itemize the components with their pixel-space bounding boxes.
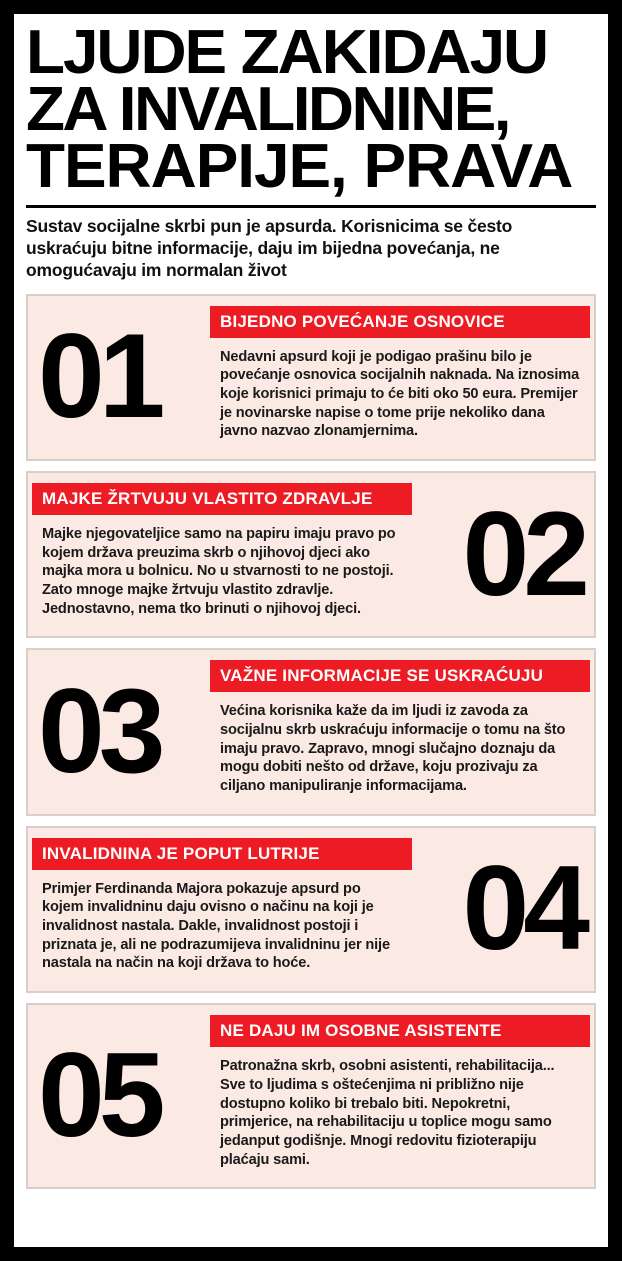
item-banner: BIJEDNO POVEĆANJE OSNOVICE bbox=[210, 306, 590, 338]
item-inner bbox=[28, 650, 594, 813]
divider bbox=[26, 205, 596, 208]
item-content bbox=[28, 473, 412, 636]
item-body: Nedavni apsurd koji je podigao prašinu bilo je povećanje osnovica socijalnih naknada. Na iznosima koje korisnici primaju to će biti oko 50 eura. Premijer je novinarske napise o tome prije nekoliko dana javno nazvao zlonamjernima. bbox=[220, 348, 580, 440]
list-item bbox=[26, 648, 596, 815]
item-inner bbox=[28, 828, 594, 991]
headline-line-1: LJUDE ZAKIDAJU bbox=[26, 18, 548, 87]
item-inner bbox=[28, 1005, 594, 1187]
item-banner: VAŽNE INFORMACIJE SE USKRAĆUJU bbox=[210, 660, 590, 692]
item-number: 04 bbox=[462, 841, 584, 976]
headline-line-3: TERAPIJE, PRAVA bbox=[26, 132, 573, 202]
headline-line-2: ZA INVALIDNINE, bbox=[26, 75, 509, 145]
item-number: 01 bbox=[38, 309, 160, 444]
item-banner: MAJKE ŽRTVUJU VLASTITO ZDRAVLJE bbox=[32, 483, 412, 515]
item-body: Majke njegovateljice samo na papiru imaju pravo po kojem država preuzima skrb o njihovoj djeci ako majka mora u bolnicu. No u stvarnosti to ne postoji. Zato mnoge majke žrtvuju vlastito zdravlje. Jednostavno, nema tko brinuti o njihovoj djeci. bbox=[42, 526, 396, 617]
list-item bbox=[26, 826, 596, 993]
standfirst-text: Sustav socijalne skrbi pun je apsurda. Korisnicima se često uskraćuju bitne informacije, daju im bijedna povećanja, ne omogućavaju im normalan život bbox=[26, 216, 513, 280]
item-body: Primjer Ferdinanda Majora pokazuje apsurd po kojem invalidninu daju ovisno o načinu na koji je invalidnost nastala. Dakle, invalidnost postoji i priznata je, ali ne podrazumijeva invalidninu jer nije nastala na način na koji država to hoće. bbox=[42, 880, 390, 972]
item-content bbox=[210, 650, 594, 813]
poster-inner bbox=[14, 14, 608, 1247]
item-number: 02 bbox=[462, 486, 584, 621]
item-body: Većina korisnika kaže da im ljudi iz zavoda za socijalnu skrb uskraćuju informacije o tomu na što imaju pravo. Zapravo, mnogi slučajno doznaju da mogu dobiti nešto od države, koju prozivaju za ciljano manipuliranje informacijama. bbox=[220, 703, 566, 795]
item-banner: INVALIDNINA JE POPUT LUTRIJE bbox=[32, 838, 412, 870]
item-content bbox=[210, 296, 594, 459]
list-item bbox=[26, 471, 596, 638]
item-number: 03 bbox=[38, 664, 160, 799]
item-body: Patronažna skrb, osobni asistenti, rehabilitacija... Sve to ljudima s oštećenjima ni približno nije dostupno koliko bi trebalo biti. Nepokretni, primjerice, na rehabilitaciju u toplice mogu samo jedanput godišnje. Mnogi redovitu fizioterapiju plaćaju sami. bbox=[220, 1058, 555, 1168]
item-number: 05 bbox=[38, 1028, 160, 1163]
list-item bbox=[26, 1003, 596, 1189]
item-content bbox=[210, 1005, 594, 1187]
item-banner: NE DAJU IM OSOBNE ASISTENTE bbox=[210, 1015, 590, 1047]
page-title bbox=[26, 18, 613, 202]
item-content bbox=[28, 828, 412, 991]
item-inner bbox=[28, 473, 594, 636]
item-inner bbox=[28, 296, 594, 459]
list-item bbox=[26, 294, 596, 461]
